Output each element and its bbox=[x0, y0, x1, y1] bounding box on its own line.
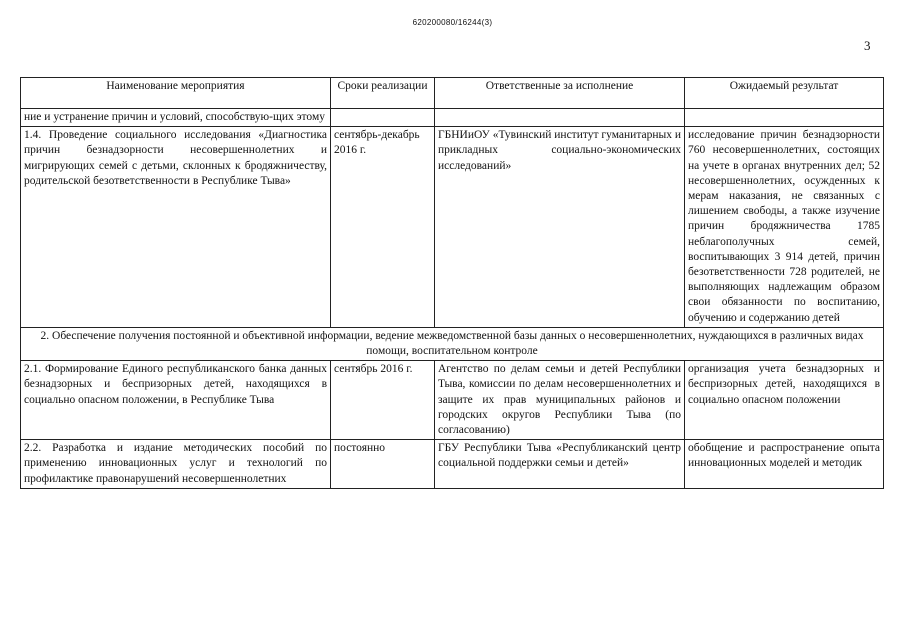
cell-name: ние и устранение причин и условий, способствую-щих этому bbox=[21, 109, 331, 127]
column-header-responsible: Ответственные за исполнение bbox=[435, 78, 685, 109]
cell-responsible: ГБНИиОУ «Тувинский институт гуманитарных и прикладных социально-экономических исследований» bbox=[435, 127, 685, 328]
cell-responsible bbox=[435, 109, 685, 127]
table-row bbox=[21, 361, 884, 440]
cell-result bbox=[685, 109, 884, 127]
cell-responsible: Агентство по делам семьи и детей Республики Тыва, комиссии по делам несовершеннолетних и защите их прав муниципальных районов и городских округов Республики Тыва (по согласованию) bbox=[435, 361, 685, 440]
table-row bbox=[21, 440, 884, 489]
table-row-continuation bbox=[21, 109, 884, 127]
measures-table bbox=[20, 77, 884, 489]
cell-result: обобщение и распространение опыта инновационных моделей и методик bbox=[685, 440, 884, 489]
column-header-term: Сроки реализации bbox=[331, 78, 435, 109]
table-header-row bbox=[21, 78, 884, 109]
page-number: 3 bbox=[864, 38, 871, 53]
cell-term bbox=[331, 109, 435, 127]
cell-term: сентябрь-декабрь 2016 г. bbox=[331, 127, 435, 328]
cell-name: 2.2. Разработка и издание методических пособий по применению инновационных услуг и технологий по профилактике правонарушений несовершеннолетних bbox=[21, 440, 331, 489]
section-row bbox=[21, 327, 884, 360]
cell-term: постоянно bbox=[331, 440, 435, 489]
cell-responsible: ГБУ Республики Тыва «Республиканский центр социальной поддержки семьи и детей» bbox=[435, 440, 685, 489]
cell-name: 1.4. Проведение социального исследования «Диагностика причин безнадзорности несовершеннолетних и мигрирующих семей с детьми, склонных к бродяжничеству, родительской безответственности в Республике Тыва» bbox=[21, 127, 331, 328]
column-header-result: Ожидаемый результат bbox=[685, 78, 884, 109]
cell-result: организация учета безнадзорных и беспризорных детей, находящихся в социально опасном положении bbox=[685, 361, 884, 440]
column-header-name: Наименование мероприятия bbox=[21, 78, 331, 109]
table-row bbox=[21, 127, 884, 328]
cell-name: 2.1. Формирование Единого республиканского банка данных безнадзорных и беспризорных детей, находящихся в социально опасном положении, в Республике Тыва bbox=[21, 361, 331, 440]
document-code: 620200080/16244(3) bbox=[412, 18, 493, 27]
cell-term: сентябрь 2016 г. bbox=[331, 361, 435, 440]
cell-result: исследование причин безнадзорности 760 несовершеннолетних, состоящих на учете в органах внутренних дел; 52 несовершеннолетних, осужденных к мерам наказания, не связанных с лишением свободы, а также изучение причин бродяжничества 1785 неблагополучных семей, воспитывающих 3 914 детей, причин безответственности 728 родителей, не выполняющих надлежащим образом свои обязанности по воспитанию, обучению и содержанию детей bbox=[685, 127, 884, 328]
section-title: 2. Обеспечение получения постоянной и объективной информации, ведение межведомственной базы данных о несовершеннолетних, нуждающихся в различных видах помощи, воспитательном контроле bbox=[21, 327, 884, 360]
